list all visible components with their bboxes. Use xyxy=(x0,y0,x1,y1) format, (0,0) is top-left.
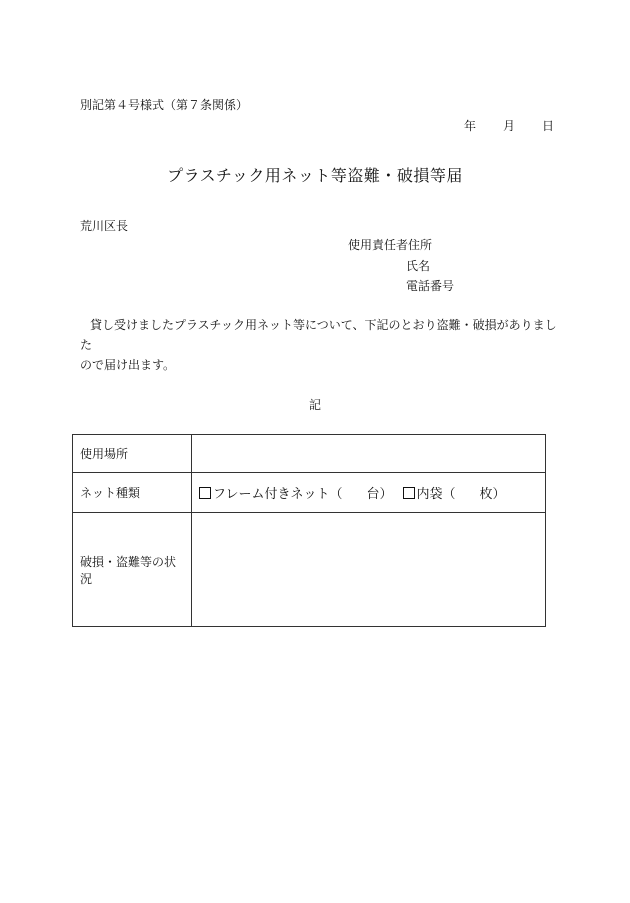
table-row-location xyxy=(73,435,546,473)
inner-bag-label: 内袋（ xyxy=(416,487,456,502)
body-line-1: 貸し受けましたプラスチック用ネット等について、下記のとおり盗難・破損がありまし xyxy=(90,318,557,332)
frame-net-checkbox[interactable] xyxy=(199,487,211,499)
document-title: プラスチック用ネット等盗難・破損等届 xyxy=(167,166,463,185)
frame-net-label: フレーム付きネット（ xyxy=(213,487,343,502)
phone-label: 電話番号 xyxy=(406,279,455,293)
body-line-3: ので届け出ます。 xyxy=(80,358,176,372)
inner-bag-unit: 枚） xyxy=(479,487,506,502)
table-row-status xyxy=(73,513,546,627)
location-label: 使用場所 xyxy=(73,435,192,473)
net-type-field xyxy=(192,473,546,513)
status-label: 破損・盗難等の状況 xyxy=(73,513,192,627)
net-type-label: ネット種類 xyxy=(73,473,192,513)
table-row-net-type xyxy=(73,473,546,513)
form-reference: 別記第４号様式（第７条関係） xyxy=(80,98,249,112)
inner-bag-checkbox[interactable] xyxy=(403,487,415,499)
date-month: 月 xyxy=(502,119,515,133)
addressee: 荒川区長 xyxy=(80,219,129,233)
report-table xyxy=(72,434,546,627)
ki-heading: 記 xyxy=(308,398,321,412)
body-line-2: た xyxy=(80,338,93,352)
date-day: 日 xyxy=(541,119,554,133)
date-year: 年 xyxy=(464,119,477,133)
body-text xyxy=(80,315,558,375)
location-field[interactable] xyxy=(192,435,546,473)
name-label: 氏名 xyxy=(406,259,431,273)
status-field[interactable] xyxy=(192,513,546,627)
date-line xyxy=(464,117,554,134)
frame-net-unit: 台） xyxy=(366,487,393,502)
address-label: 使用責任者住所 xyxy=(348,238,433,252)
